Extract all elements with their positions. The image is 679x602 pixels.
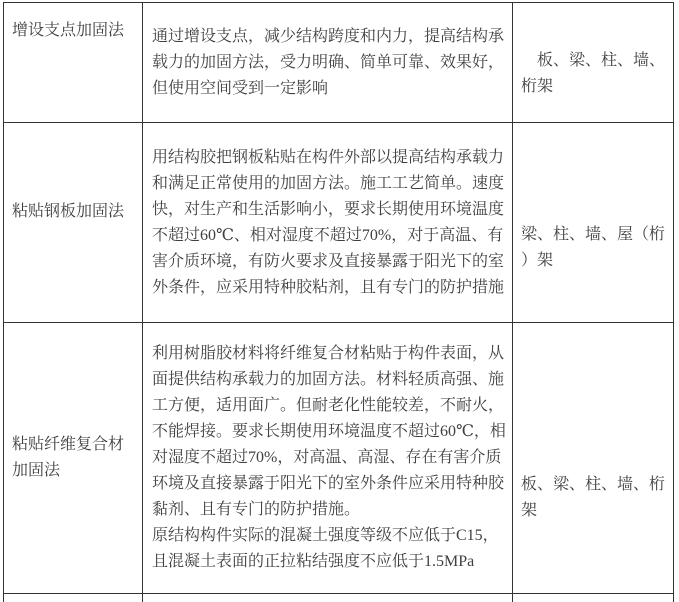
description-paragraph: 通过增设支点，减少结构跨度和内力，提高结构承载力的加固方法，受力明确、简单可靠、效果好，但使用空间受到一定影响: [152, 27, 505, 97]
applicable-members-cell: [513, 594, 674, 602]
table-row: [4, 3, 674, 123]
method-name-cell: 增设支点加固法: [4, 3, 143, 123]
method-name-cell: 粘贴钢板加固法: [4, 123, 143, 323]
description-paragraph: 原结构构件实际的混凝土强度等级不应低于C15，且混凝土表面的正拉粘结强度不应低于1.5MPa: [152, 527, 499, 570]
table-row: [4, 323, 674, 594]
method-description-cell: [143, 323, 513, 594]
applicable-members-cell: 板、梁、柱、墙、桁架: [513, 3, 674, 123]
method-description-cell: [143, 594, 513, 602]
applicable-members-cell: 板、梁、柱、墙、桁架: [513, 323, 674, 594]
table-row: [4, 123, 674, 323]
method-name-cell: 粘贴纤维复合材加固法: [4, 323, 143, 594]
method-name-cell: [4, 594, 143, 602]
method-description-cell: [143, 3, 513, 123]
description-paragraph: 利用树脂胶材料将纤维复合材粘贴于构件表面，从面提供结构承载力的加固方法。材料轻质高强、施工方便，适用面广。但耐老化性能较差，不耐火，不能焊接。要求长期使用环境温度不超过60℃，相对湿度不超过70%，对高温、高湿、存在有害介质环境及直接暴露于阳光下的室外条件应采用特种胶黏剂、且有专门的防护措施。: [152, 345, 506, 518]
reinforcement-methods-table: [3, 2, 674, 602]
method-description-cell: [143, 123, 513, 323]
table-row-partial: [4, 594, 674, 602]
applicable-members-cell: 梁、柱、墙、屋（桁）架: [513, 123, 674, 323]
description-paragraph: 用结构胶把钢板粘贴在构件外部以提高结构承载力和满足正常使用的加固方法。施工工艺简单。速度快，对生产和生活影响小，要求长期使用环境温度不超过60℃、相对湿度不超过70%，对于高温、有害介质环境，有防火要求及直接暴露于阳光下的室外条件，应采用特种胶粘剂，且有专门的防护措施: [152, 148, 505, 296]
